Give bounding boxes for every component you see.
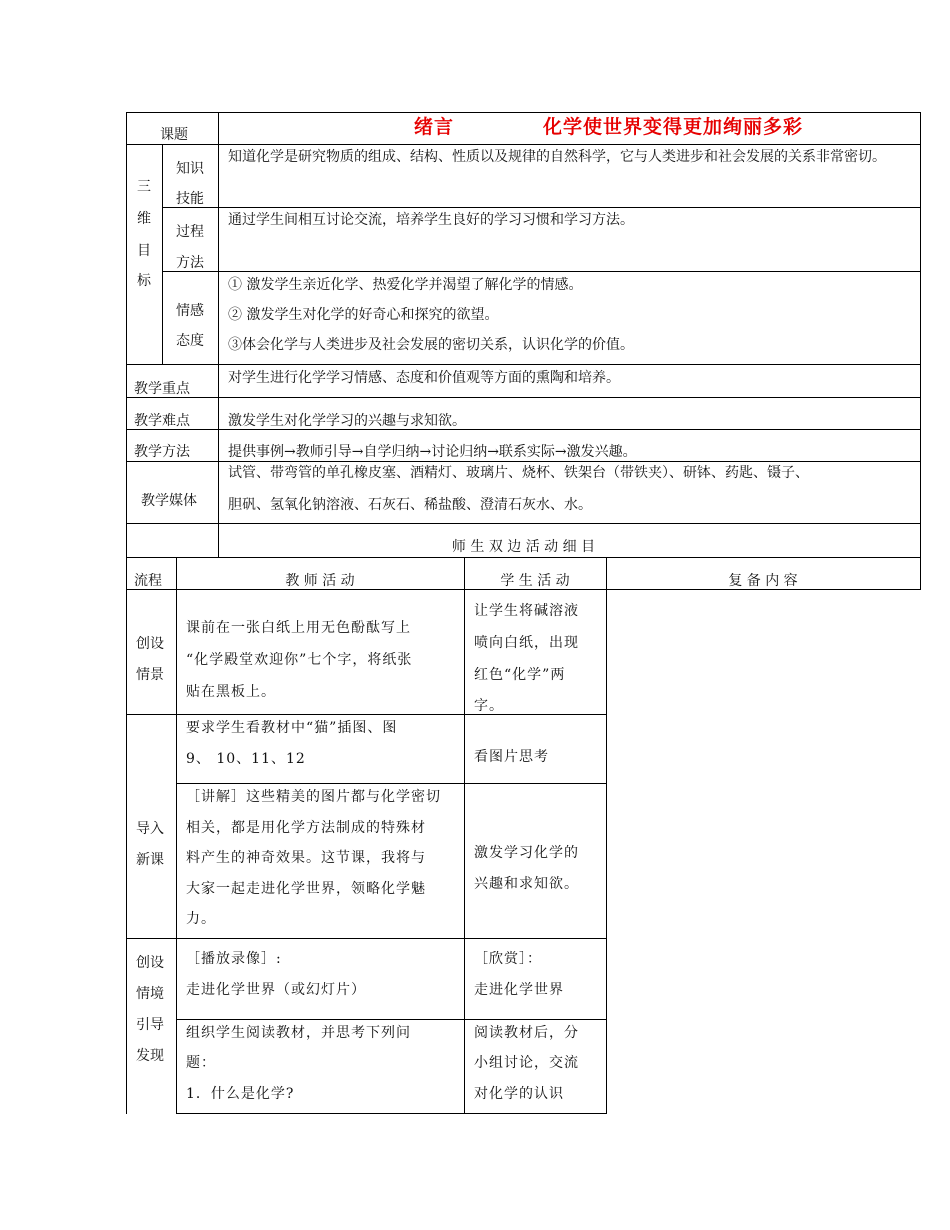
media-label: 教学媒体 (141, 493, 197, 509)
step-name: 新课 (136, 852, 164, 868)
teacher-activity-line: ［讲解］这些精美的图片都与化学密切 (186, 789, 441, 805)
student-activity-line: 激发学习化学的 (474, 845, 579, 861)
student-activity-line: 喷向白纸，出现 (474, 635, 579, 651)
table-border (176, 1113, 606, 1114)
teacher-activity-line: 大家一起走进化学世界，领略化学魅 (186, 881, 426, 897)
student-activity-line: 兴趣和求知欲。 (474, 876, 579, 892)
step-name: 创设 (136, 636, 164, 652)
objectives-side-label-1: 三 (137, 179, 151, 195)
student-activity-line: 对化学的认识 (474, 1086, 564, 1102)
focus-text: 对学生进行化学学习情感、态度和价值观等方面的熏陶和培养。 (228, 370, 620, 386)
column-header-process: 流程 (134, 573, 162, 589)
objectives-side-label-3: 目 (137, 243, 151, 259)
objectives-side-label-4: 标 (137, 273, 151, 289)
teacher-activity-line: 走进化学世界（或幻灯片） (186, 982, 366, 998)
table-border (606, 557, 607, 1114)
step-name: 发现 (136, 1048, 164, 1064)
emotion-line-3: ③体会化学与人类进步及社会发展的密切关系，认识化学的价值。 (228, 337, 634, 353)
method-label: 教学方法 (134, 444, 190, 460)
knowledge-label-1: 知识 (176, 161, 204, 177)
student-activity-line: 红色“化学”两 (474, 667, 566, 683)
teacher-activity-line: 组织学生阅读教材，并思考下列问 (186, 1025, 411, 1041)
objectives-side-label-2: 维 (137, 211, 151, 227)
student-activity-line: 看图片思考 (474, 749, 549, 765)
table-border (176, 557, 177, 1114)
table-border (126, 938, 606, 939)
teacher-activity-line: ［播放录像］: (186, 951, 282, 967)
difficulty-label: 教学难点 (134, 413, 190, 429)
activities-title: 师 生 双 边 活 动 细 目 (451, 539, 596, 555)
student-activity-line: 走进化学世界 (474, 982, 564, 998)
table-border (162, 144, 163, 364)
method-text: 提供事例→教师引导→自学归纳→讨论归纳→联系实际→激发兴趣。 (228, 444, 637, 460)
student-activity-line: 小组讨论，交流 (474, 1055, 579, 1071)
difficulty-text: 激发学生对化学学习的兴趣与求知欲。 (228, 413, 466, 429)
step-name: 导入 (136, 821, 164, 837)
teacher-activity-line: 要求学生看教材中“猫”插图、图 (186, 720, 398, 736)
student-activity-line: 字。 (474, 698, 504, 714)
table-border (126, 397, 921, 398)
emotion-line-1: ① 激发学生亲近化学、热爱化学并渴望了解化学的情感。 (228, 277, 583, 293)
step-name: 创设 (136, 955, 164, 971)
teacher-activity-line: 题： (186, 1055, 216, 1071)
teacher-activity-line: “化学殿堂欢迎你”七个字，将纸张 (186, 652, 413, 668)
teacher-activity-line: 相关，都是用化学方法制成的特殊材 (186, 820, 426, 836)
column-header-teacher: 教 师 活 动 (285, 573, 355, 589)
table-border (126, 112, 127, 1114)
process-label-2: 方法 (176, 255, 204, 271)
lesson-title-prefix: 绪言 (414, 116, 455, 138)
knowledge-text: 知道化学是研究物质的组成、结构、性质以及规律的自然科学，它与人类进步和社会发展的关系非常密切。 (228, 149, 886, 165)
process-label-1: 过程 (176, 224, 204, 240)
process-text: 通过学生间相互讨论交流，培养学生良好的学习习惯和学习方法。 (228, 212, 634, 228)
emotion-label-2: 态度 (176, 333, 204, 349)
media-text-line-1: 试管、带弯管的单孔橡皮塞、酒精灯、玻璃片、烧杯、铁架台（带铁夹）、研钵、药匙、镊子、 (228, 465, 809, 481)
student-activity-line: ［欣赏］： (474, 951, 542, 967)
focus-label: 教学重点 (134, 381, 190, 397)
table-border (920, 112, 921, 589)
step-name: 情景 (136, 667, 164, 683)
step-name: 引导 (136, 1017, 164, 1033)
emotion-label-1: 情感 (176, 303, 204, 319)
emotion-line-2: ② 激发学生对化学的好奇心和探究的欲望。 (228, 307, 499, 323)
topic-label: 课题 (160, 127, 188, 143)
media-text-line-2: 胆矾、氢氧化钠溶液、石灰石、稀盐酸、澄清石灰水、水。 (228, 497, 592, 513)
table-border (464, 557, 465, 1114)
teacher-activity-line: 1．什么是化学? (186, 1086, 295, 1102)
teacher-activity-line: 力。 (186, 911, 216, 927)
table-border (218, 112, 219, 557)
lesson-title: 化学使世界变得更加绚丽多彩 (543, 116, 804, 138)
column-header-student: 学 生 活 动 (500, 573, 570, 589)
teacher-activity-line: 贴在黑板上。 (186, 684, 276, 700)
table-border (126, 523, 921, 524)
knowledge-label-2: 技能 (176, 191, 204, 207)
student-activity-line: 让学生将碱溶液 (474, 603, 579, 619)
teacher-activity-line: 料产生的神奇效果。这节课，我将与 (186, 850, 426, 866)
teacher-activity-line: 课前在一张白纸上用无色酚酞写上 (186, 620, 411, 636)
teacher-activity-line: 9、 10、11、12 (186, 751, 306, 767)
step-name: 情境 (136, 986, 164, 1002)
student-activity-line: 阅读教材后，分 (474, 1025, 579, 1041)
column-header-notes: 复 备 内 容 (728, 573, 798, 589)
